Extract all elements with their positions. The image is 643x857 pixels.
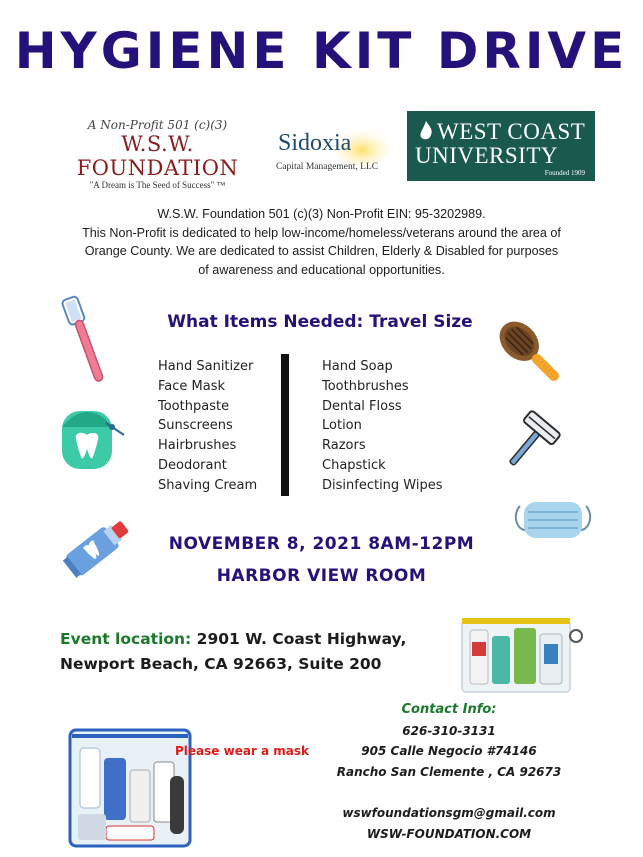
sidoxia-subtitle: Capital Management, LLC — [276, 162, 379, 172]
list-item: Face Mask — [158, 378, 226, 394]
location-label: Event location: — [60, 630, 192, 648]
sidoxia-name: Sidoxia — [278, 130, 352, 156]
list-item: Toothbrushes — [322, 378, 409, 394]
list-item: Lotion — [322, 418, 362, 434]
event-date-time: NOVEMBER 8, 2021 8AM-12PM — [168, 534, 475, 554]
list-item: Shaving Cream — [158, 477, 258, 493]
mask-notice: Please wear a mask — [175, 744, 310, 758]
wcu-name-line2: UNIVERSITY — [415, 143, 558, 168]
sidoxia-logo — [272, 116, 396, 180]
wcu-name-line1: WEST COAST — [437, 119, 586, 144]
wsw-motto: "A Dream is The Seed of Success" ™ — [89, 180, 226, 190]
intro-line: This Non-Profit is dedicated to help low-income/homeless/veterans around the area of — [82, 225, 561, 240]
wsw-name: W.S.W. FOUNDATION — [76, 132, 239, 180]
list-item: Hand Sanitizer — [158, 359, 254, 374]
items-left-list — [158, 357, 278, 496]
list-item: Chapstick — [322, 457, 386, 473]
list-item: Deodorant — [158, 457, 227, 473]
list-item: Razors — [322, 438, 366, 454]
location-line2: Newport Beach, CA 92663, Suite 200 — [60, 655, 382, 673]
toothbrush-icon — [62, 292, 117, 387]
intro-line: Orange County. We are dedicated to assist Children, Elderly & Disabled for purposes — [84, 244, 559, 258]
contact-title: Contact Info: — [401, 702, 497, 717]
list-item: Toothpaste — [158, 398, 230, 414]
dental-floss-icon — [58, 405, 128, 473]
list-item: Disinfecting Wipes — [322, 477, 443, 493]
event-room: HARBOR VIEW ROOM — [216, 566, 427, 586]
west-coast-university-logo — [407, 111, 595, 181]
contact-phone: 626-310-3131 — [402, 723, 496, 738]
page-title: HYGIENE KIT DRIVE — [14, 22, 629, 80]
items-divider — [281, 354, 289, 496]
intro-line: of awareness and educational opportunities. — [198, 262, 445, 277]
hairbrush-icon — [497, 318, 567, 390]
list-item: Dental Floss — [322, 398, 402, 414]
list-item: Hairbrushes — [158, 438, 237, 454]
contact-email: wswfoundationsgm@gmail.com — [342, 806, 556, 820]
list-item: Sunscreens — [158, 418, 233, 434]
items-heading: What Items Needed: Travel Size — [167, 312, 473, 332]
wsw-tagline: A Non-Profit 501 (c)(3) — [87, 118, 228, 132]
intro-line: W.S.W. Foundation 501 (c)(3) Non-Profit EIN: 95-3202989. — [157, 207, 486, 221]
event-location — [60, 627, 440, 677]
hygiene-kit-bag-icon — [66, 722, 216, 850]
wsw-foundation-logo — [55, 118, 260, 190]
flame-icon — [417, 121, 435, 141]
razor-icon — [500, 412, 558, 474]
contact-website: WSW-FOUNDATION.COM — [366, 826, 532, 841]
contact-info — [318, 700, 580, 844]
list-item: Hand Soap — [322, 359, 393, 374]
wcu-founded: Founded 1909 — [544, 169, 585, 177]
location-line1: 2901 W. Coast Highway, — [196, 630, 407, 648]
contact-address-line2: Rancho San Clemente , CA 92673 — [336, 764, 562, 779]
travel-kit-bag-icon — [460, 614, 585, 694]
intro-text — [30, 205, 613, 279]
items-right-list — [322, 357, 472, 496]
contact-address-line1: 905 Calle Negocio #74146 — [361, 744, 537, 758]
